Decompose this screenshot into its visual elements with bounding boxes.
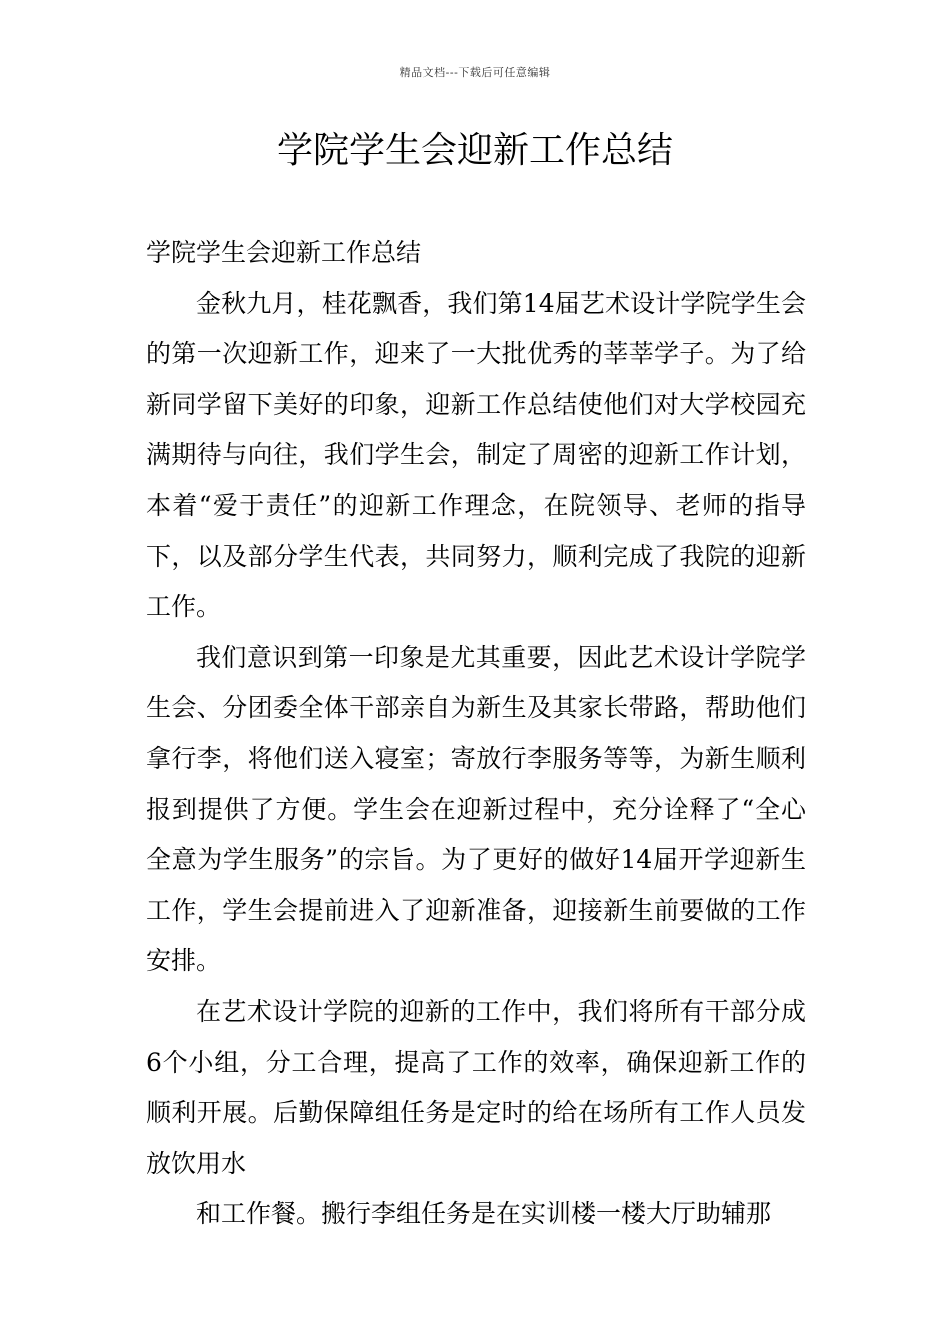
paragraph-3: 在艺术设计学院的迎新的工作中，我们将所有干部分成6个小组，分工合理，提高了工作的效率，确保迎新工作的顺利开展。后勤保障组任务是定时的给在场所有工作人员发放饮用水 <box>146 996 806 1178</box>
paragraph-1: 金秋九月，桂花飘香，我们第14届艺术设计学院学生会的第一次迎新工作，迎来了一大批优秀的莘莘学子。为了给新同学留下美好的印象，迎新工作总结使他们对大学校园充满期待与向往，我们学生会，制定了周密的迎新工作计划，本着“爱于责任”的迎新工作理念，在院领导、老师的指导下，以及部分学生代表，共同努力，顺利完成了我院的迎新工作。 <box>146 288 806 622</box>
subtitle-line: 学院学生会迎新工作总结 <box>146 238 422 267</box>
paragraph-4: 和工作餐。搬行李组任务是在实训楼一楼大厅助辅那 <box>196 1199 772 1229</box>
header-note: 精品文档---下载后可任意编辑 <box>399 66 551 79</box>
document-title: 学院学生会迎新工作总结 <box>276 130 673 171</box>
document-body <box>146 228 806 1240</box>
paragraph-2: 我们意识到第一印象是尤其重要，因此艺术设计学院学生会、分团委全体干部亲自为新生及其家长带路，帮助他们拿行李，将他们送入寝室；寄放行李服务等等，为新生顺利报到提供了方便。学生会在迎新过程中，充分诠释了“全心全意为学生服务”的宗旨。为了更好的做好14届开学迎新生工作，学生会提前进入了迎新准备，迎接新生前要做的工作安排。 <box>146 642 806 976</box>
